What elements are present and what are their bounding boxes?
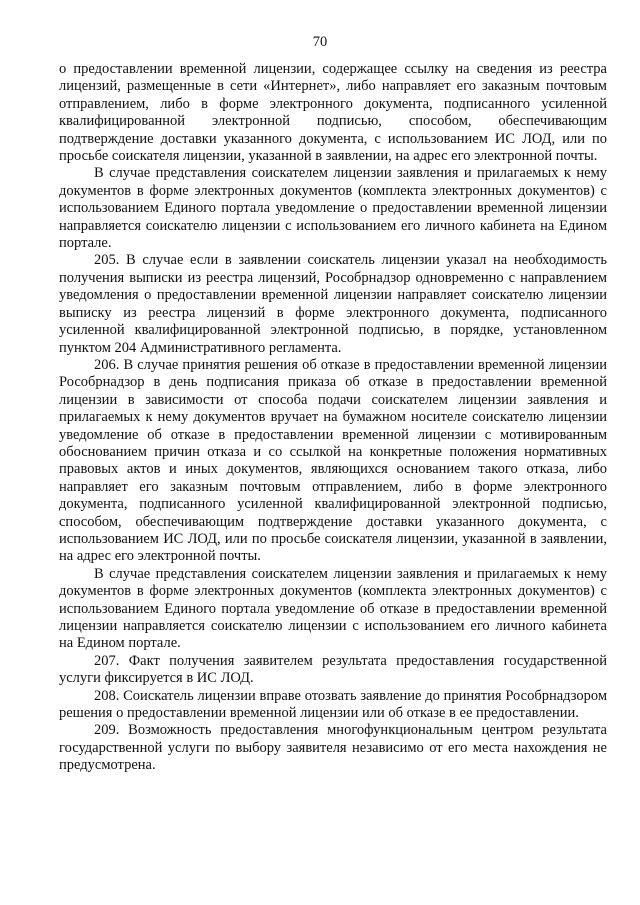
document-body [59,61,607,775]
paragraph-205: 205. В случае если в заявлении соискатель лицензии указал на необходимость получения выписки из реестра лицензий, Рособрнадзор одновременно с направлением уведомления о предоставлении временной лицензии направляет соискателю лицензии выписку из реестра лицензий в форме электронного документа, подписанного усиленной квалифицированной электронной подписью, в порядке, установленном пунктом 204 Административного регламента. [59,252,607,356]
paragraph: В случае представления соискателем лицензии заявления и прилагаемых к нему документов в форме электронных документов (комплекта электронных документов) с использованием Единого портала уведомление о предоставлении временной лицензии направляется соискателю лицензии с использованием его личного кабинета на Едином портале. [59,165,607,252]
paragraph-206: 206. В случае принятия решения об отказе в предоставлении временной лицензии Рособрнадзор в день подписания приказа об отказе в предоставлении временной лицензии в зависимости от способа подачи соискателем лицензии заявления и прилагаемых к нему документов вручает на бумажном носителе соискателю лицензии уведомление об отказе в предоставлении временной лицензии с мотивированным обоснованием причин отказа и со ссылкой на конкретные положения нормативных правовых актов и иных документов, являющихся основанием такого отказа, либо направляет его заказным почтовым отправлением, либо в форме электронного документа, подписанного усиленной квалифицированной электронной подписью, способом, обеспечивающим подтверждение доставки указанного документа, с использованием ИС ЛОД, или по просьбе соискателя лицензии, указанной в заявлении, на адрес его электронной почты. [59,356,607,565]
paragraph-209: 209. Возможность предоставления многофункциональным центром результата государственной услуги по выбору заявителя независимо от его места нахождения не предусмотрена. [59,722,607,774]
paragraph-208: 208. Соискатель лицензии вправе отозвать заявление до принятия Рособрнадзором решения о предоставлении временной лицензии или об отказе в ее предоставлении. [59,687,607,722]
page-number: 70 [312,34,328,50]
paragraph-continuation: о предоставлении временной лицензии, содержащее ссылку на сведения из реестра лицензий, размещенные в сети «Интернет», либо направляет его заказным почтовым отправлением, либо в форме электронного документа, подписанного усиленной квалифицированной электронной подписью, способом, обеспечивающим подтверждение доставки указанного документа, с использованием ИС ЛОД, или по просьбе соискателя лицензии, указанной в заявлении, на адрес его электронной почты. [59,61,607,165]
paragraph: В случае представления соискателем лицензии заявления и прилагаемых к нему документов в форме электронных документов (комплекта электронных документов) с использованием Единого портала уведомление об отказе в предоставлении временной лицензии направляется соискателю лицензии с использованием его личного кабинета на Едином портале. [59,565,607,652]
paragraph-207: 207. Факт получения заявителем результата предоставления государственной услуги фиксируется в ИС ЛОД. [59,652,607,687]
